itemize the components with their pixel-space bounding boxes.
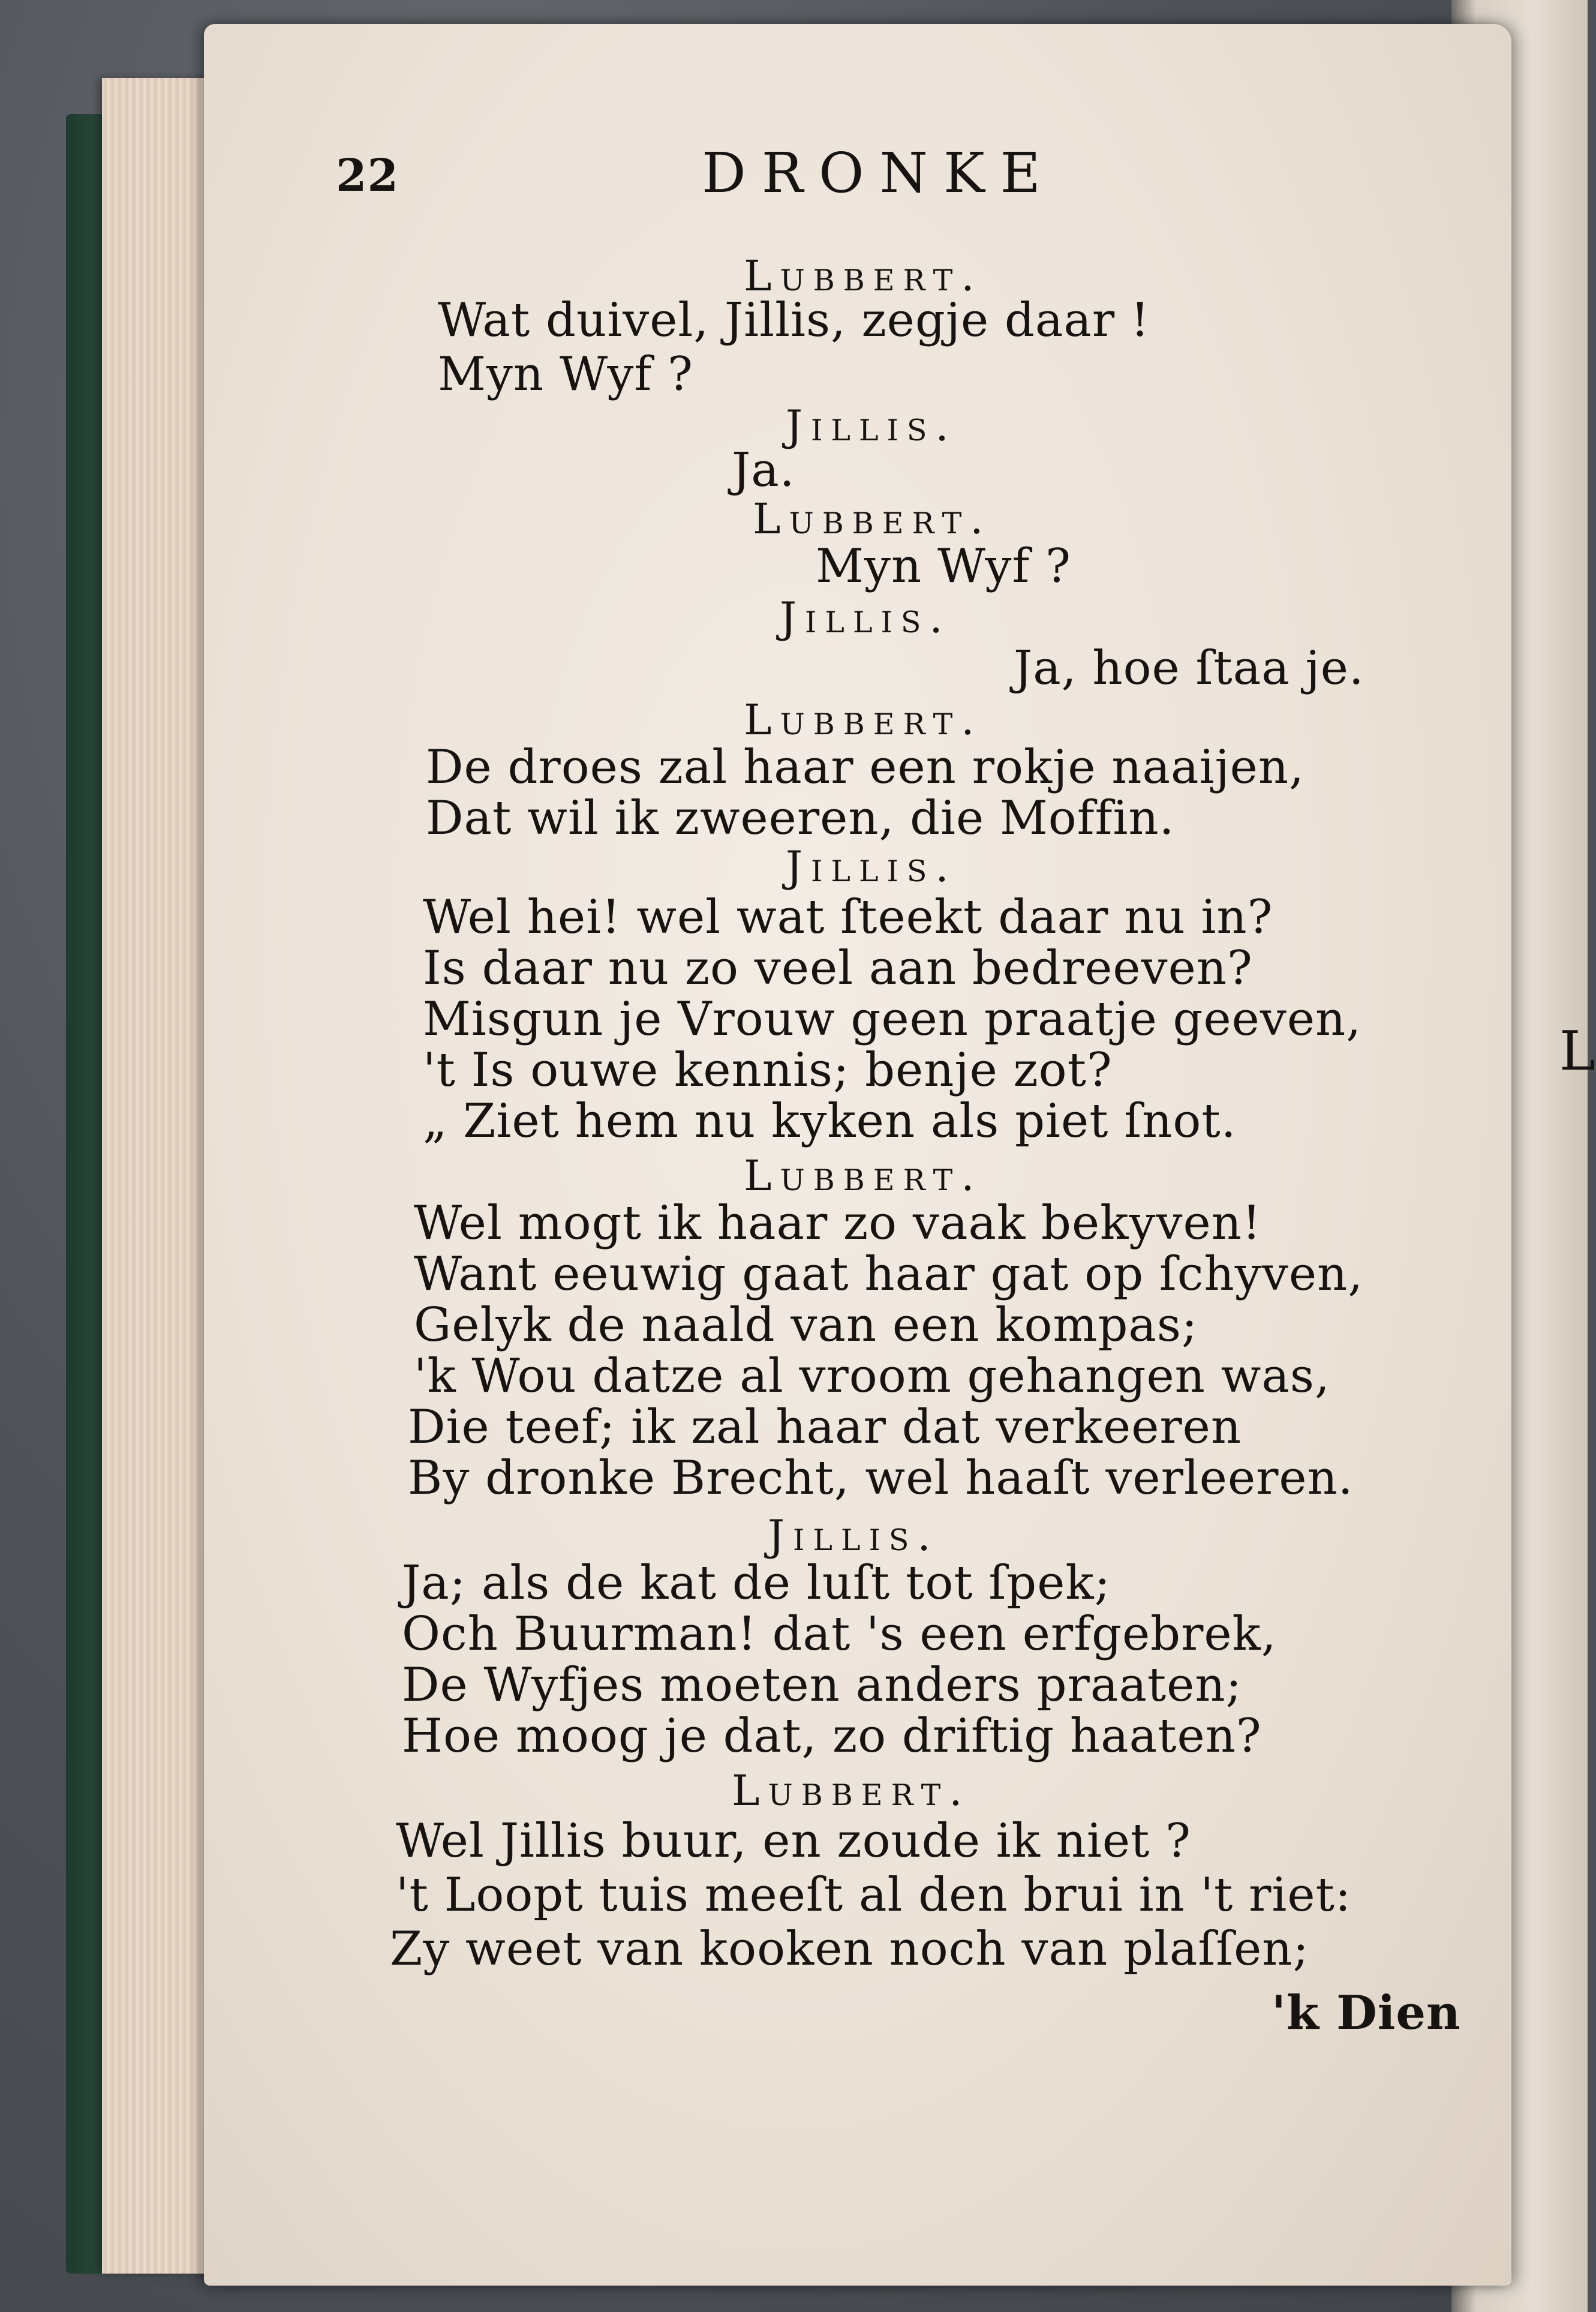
verse-line: Die teef; ik zal haar dat verkeeren xyxy=(408,1400,1242,1454)
verse-line: 't Loopt tuis meeſt al den brui in 't riet: xyxy=(396,1868,1352,1922)
verse-line: Wel mogt ik haar zo vaak bekyven! xyxy=(414,1196,1262,1250)
page-number: 22 xyxy=(336,150,399,202)
verse-line: 'k Wou datze al vroom gehangen was, xyxy=(414,1349,1330,1403)
verse-line: Zy weet van kooken noch van plaſſen; xyxy=(390,1922,1309,1976)
verse-line: Wel Jillis buur, en zoude ik niet ? xyxy=(396,1814,1191,1868)
speaker-name: Lubbert. xyxy=(732,1766,971,1815)
verse-line: Hoe moog je dat, zo driftig haaten? xyxy=(402,1709,1262,1763)
facing-page-letter: L xyxy=(1559,1020,1596,1083)
speaker-name: Lubbert. xyxy=(744,1151,983,1200)
catchword: 'k Dien xyxy=(1272,1986,1461,2040)
verse-line: Want eeuwig gaat haar gat op ſchyven, xyxy=(414,1247,1364,1301)
verse-line: Ja; als de kat de luſt tot ſpek; xyxy=(402,1556,1111,1610)
verse-line: Ja, hoe ſtaa je. xyxy=(1014,641,1364,695)
verse-line: De droes zal haar een rokje naaijen, xyxy=(426,740,1305,794)
speaker-name: Lubbert. xyxy=(744,695,983,744)
verse-line: 't Is ouwe kennis; benje zot? xyxy=(423,1043,1113,1097)
verse-line: Myn Wyf ? xyxy=(438,347,693,401)
speaker-name: Lubbert. xyxy=(744,251,983,301)
verse-line: By dronke Brecht, wel haaſt verleeren. xyxy=(408,1451,1354,1505)
verse-line: Misgun je Vrouw geen praatje geeven, xyxy=(423,992,1362,1046)
verse-line: Gelyk de naald van een kompas; xyxy=(414,1298,1198,1352)
verse-line: Ja. xyxy=(732,443,795,497)
verse-line: Is daar nu zo veel aan bedreeven? xyxy=(423,941,1253,995)
speaker-name: Jillis. xyxy=(768,1511,939,1560)
verse-line: Wel hei! wel wat ſteekt daar nu in? xyxy=(423,890,1273,944)
speaker-name: Jillis. xyxy=(786,401,957,451)
verse-line: „ Ziet hem nu kyken als piet ſnot. xyxy=(423,1094,1237,1148)
speaker-name: Jillis. xyxy=(786,842,957,891)
verse-line: Myn Wyf ? xyxy=(816,539,1071,593)
verse-line: Och Buurman! dat 's een erfgebrek, xyxy=(402,1607,1277,1661)
verse-line: Dat wil ik zweeren, die Moffin. xyxy=(426,791,1175,845)
speaker-name: Lubbert. xyxy=(753,494,992,544)
running-head: DRONKE xyxy=(702,141,1056,205)
verse-line: Wat duivel, Jillis, zegje daar ! xyxy=(438,293,1150,347)
speaker-name: Jillis. xyxy=(780,593,951,642)
verse-line: De Wyfjes moeten anders praaten; xyxy=(402,1658,1242,1712)
